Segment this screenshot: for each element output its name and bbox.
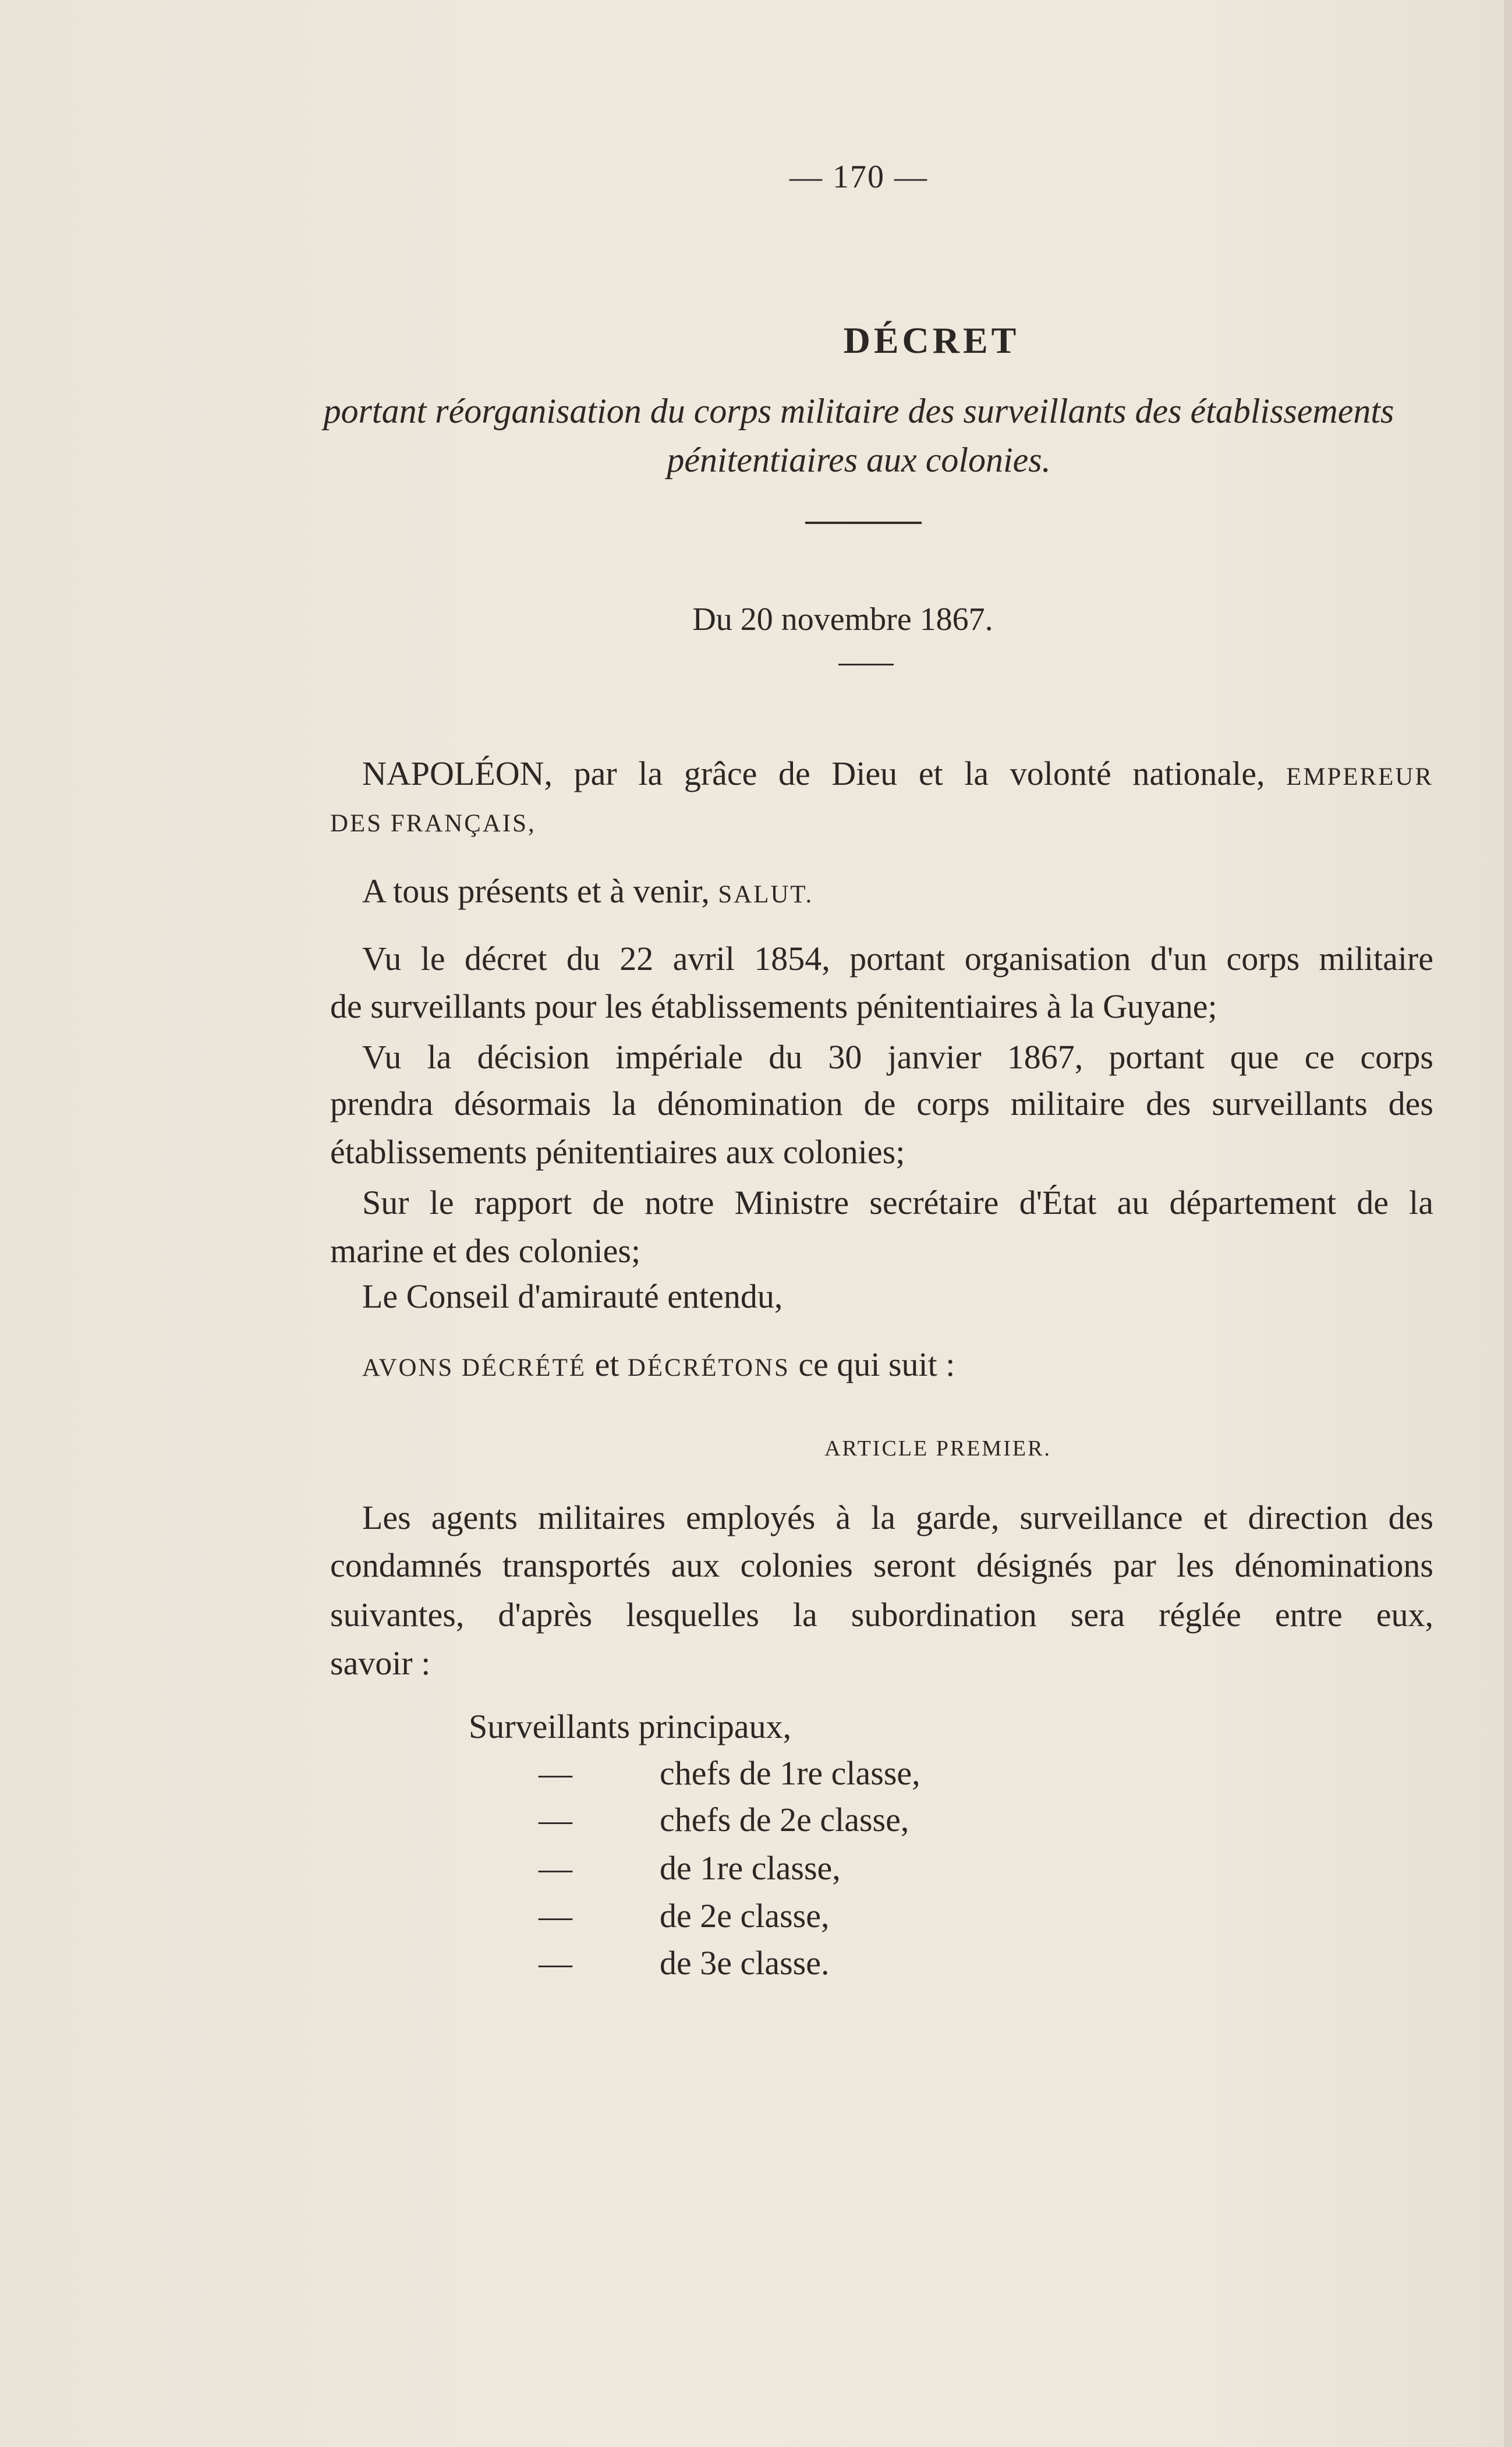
rank-dash: — (539, 1944, 572, 1982)
decree-subtitle-line-2: pénitentiaires aux colonies. (667, 441, 1051, 479)
salut-text: A tous présents et à venir, (362, 872, 718, 910)
title-rule (805, 522, 922, 524)
rank-dash: — (539, 1754, 572, 1792)
decree-formula (362, 1345, 1433, 1384)
formula-et: et (586, 1345, 628, 1383)
napoleon-line-1 (362, 754, 1433, 793)
consideration-line: Sur le rapport de notre Ministre secrétaire d'État au département de la (362, 1184, 1433, 1221)
page-number: — 170 — (789, 159, 928, 195)
rank-item: Surveillants principaux, (469, 1708, 792, 1745)
salut-word: SALUT. (718, 881, 814, 908)
consideration-line: de surveillants pour les établissements pénitentiaires à la Guyane; (330, 987, 1217, 1025)
consideration-line: marine et des colonies; (330, 1232, 641, 1270)
article-line: savoir : (330, 1644, 431, 1682)
article-line: condamnés transportés aux colonies seront désignés par les dénominations (330, 1546, 1433, 1584)
napoleon-text: NAPOLÉON, par la grâce de Dieu et la volonté nationale, (362, 755, 1287, 792)
consideration-line: Vu la décision impériale du 30 janvier 1867, portant que ce corps (362, 1038, 1433, 1076)
consideration-line: prendra désormais la dénomination de corps militaire des surveillants des (330, 1085, 1433, 1122)
consideration-line: Vu le décret du 22 avril 1854, portant organisation d'un corps militaire (362, 940, 1433, 978)
formula-end: ce qui suit : (789, 1345, 955, 1383)
avons-decrete: AVONS DÉCRÉTÉ (362, 1354, 587, 1382)
article-heading: ARTICLE PREMIER. (824, 1436, 1051, 1461)
emperor-word: EMPEREUR (1286, 763, 1433, 791)
francais-words: DES FRANÇAIS, (330, 810, 536, 837)
article-line: suivantes, d'après lesquelles la subordination sera réglée entre eux, (330, 1596, 1433, 1634)
rank-item: de 1re classe, (660, 1849, 841, 1887)
page-edge (1504, 0, 1512, 2447)
article-line: Les agents militaires employés à la garde, surveillance et direction des (362, 1499, 1433, 1536)
salut-line (362, 872, 1433, 911)
rank-item: chefs de 1re classe, (660, 1754, 920, 1792)
rank-dash: — (539, 1801, 572, 1839)
consideration-line: établissements pénitentiaires aux colonies; (330, 1133, 905, 1171)
rank-dash: — (539, 1849, 572, 1887)
napoleon-line-2 (330, 801, 1433, 840)
decree-date: Du 20 novembre 1867. (692, 601, 993, 638)
decree-subtitle-line-1: portant réorganisation du corps militaire des surveillants des établissements (323, 392, 1394, 430)
consideration-line: Le Conseil d'amirauté entendu, (362, 1277, 783, 1315)
decree-title: DÉCRET (843, 320, 1020, 361)
rank-item: de 2e classe, (660, 1897, 830, 1935)
rank-item: de 3e classe. (660, 1944, 830, 1982)
date-rule (838, 664, 894, 665)
rank-dash: — (539, 1897, 572, 1935)
rank-item: chefs de 2e classe, (660, 1801, 909, 1839)
decretons: DÉCRÉTONS (627, 1354, 790, 1382)
